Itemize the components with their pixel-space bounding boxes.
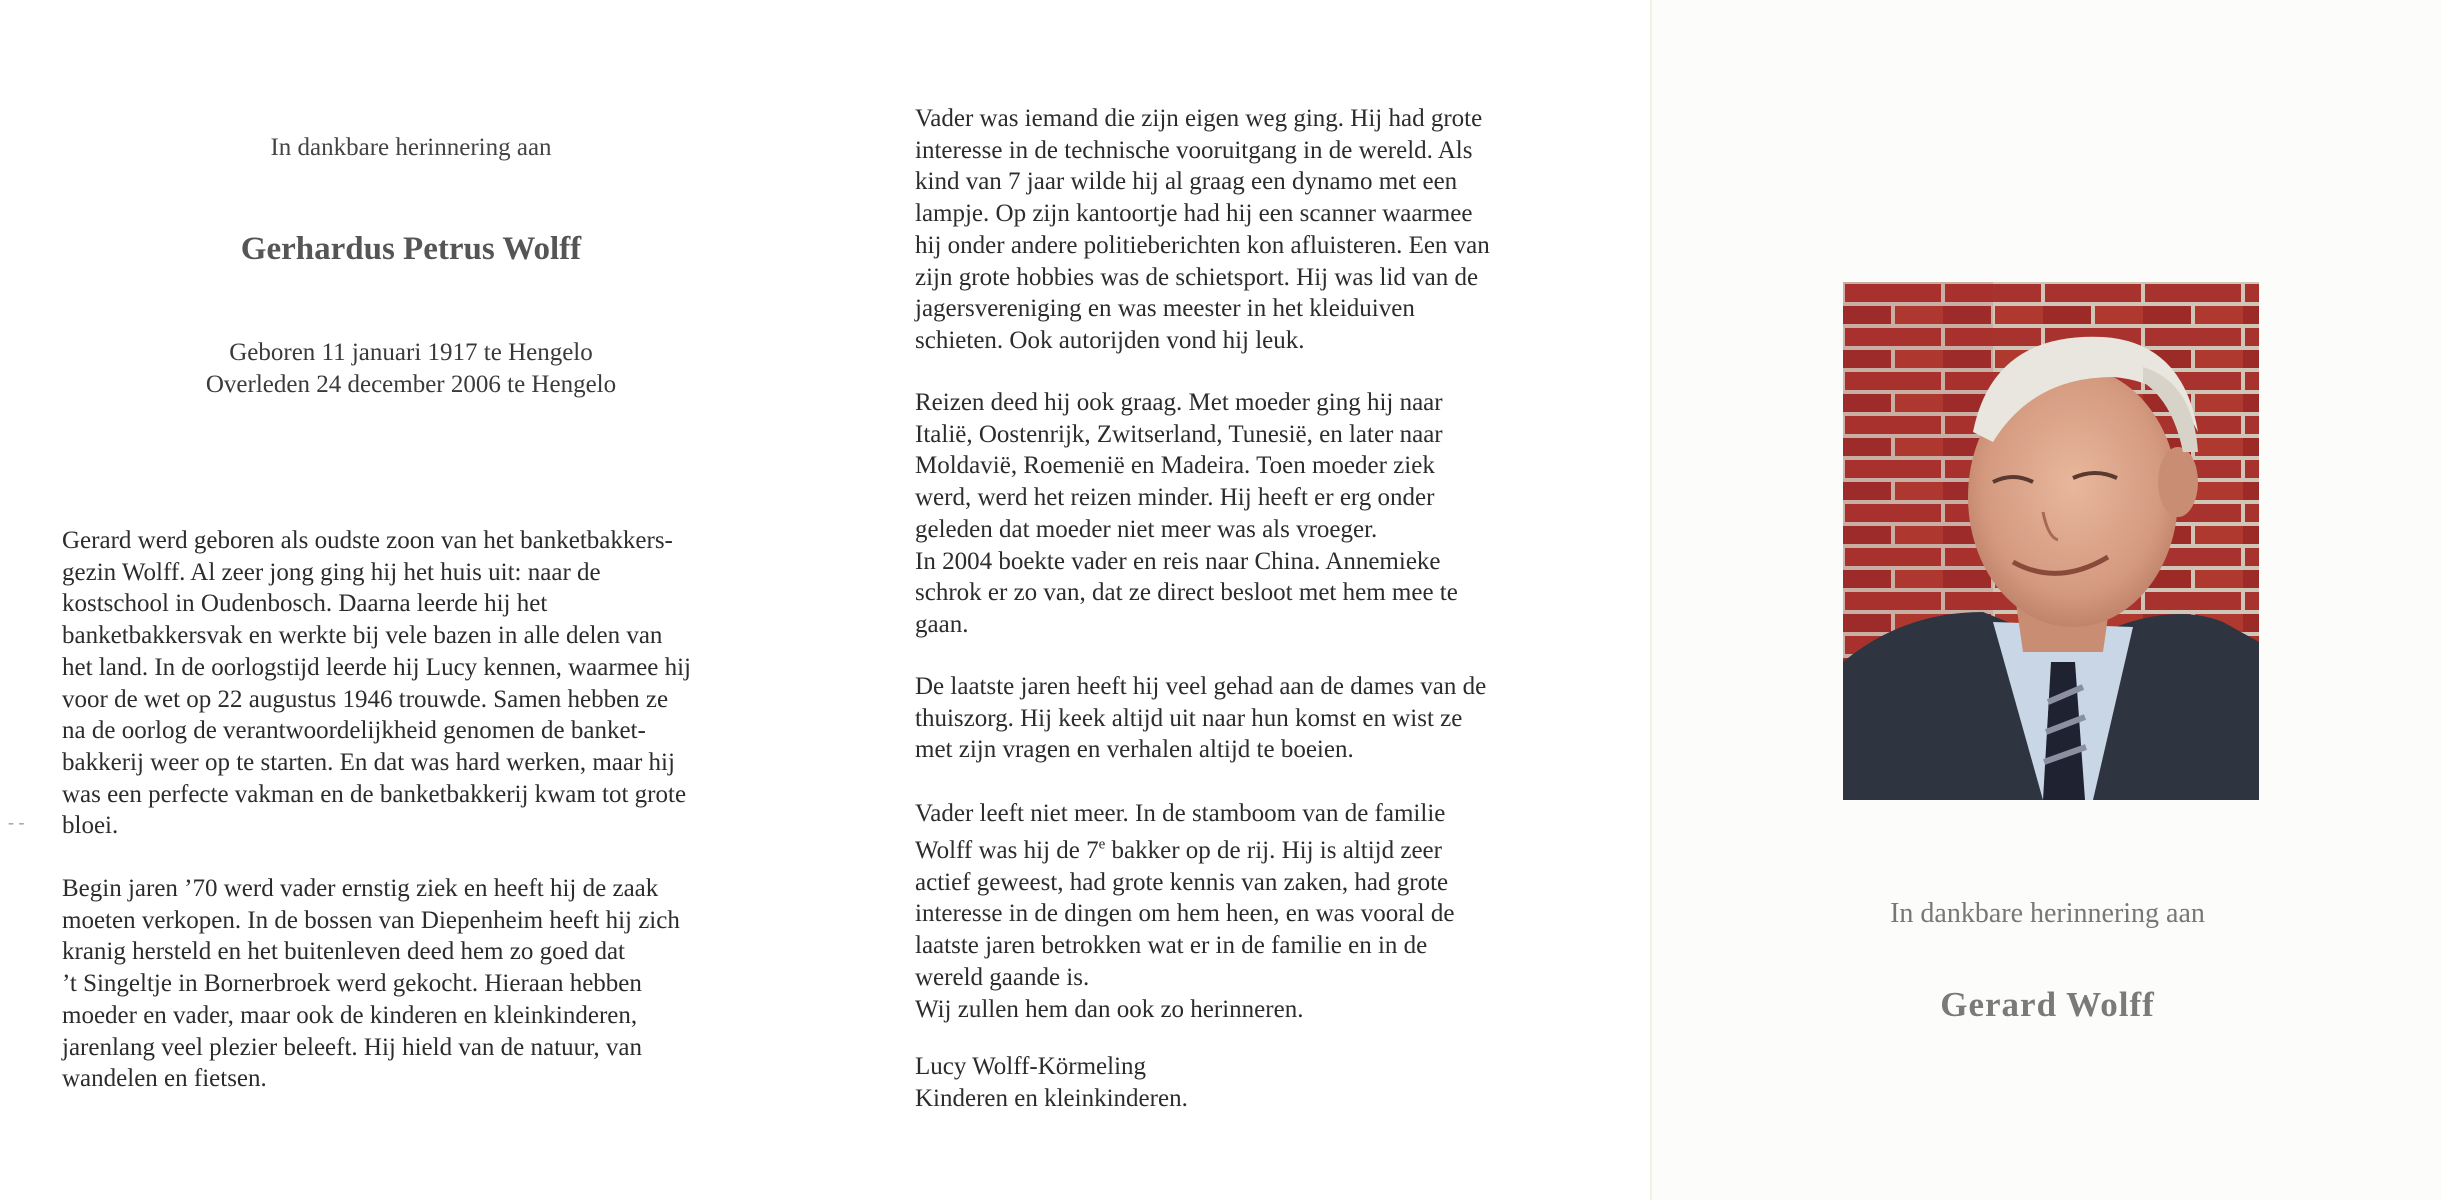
text-block bbox=[915, 387, 1635, 641]
biography-paragraph bbox=[915, 671, 1635, 766]
biography-paragraph bbox=[62, 525, 782, 842]
text-line: werd, werd het reizen minder. Hij heeft er erg onder bbox=[915, 484, 1435, 512]
text-line: zijn grote hobbies was de schietsport. Hij was lid van de bbox=[915, 263, 1479, 291]
text-line: Moldavië, Roemenië en Madeira. Toen moeder ziek bbox=[915, 452, 1435, 480]
text-line: lampje. Op zijn kantoortje had hij een scanner waarmee bbox=[915, 200, 1473, 228]
text-line: geleden dat moeder niet meer was als vroeger. bbox=[915, 515, 1378, 543]
text-block bbox=[62, 873, 782, 1095]
text-block bbox=[915, 798, 1635, 1025]
text-line: Vader was iemand die zijn eigen weg ging. Hij had grote bbox=[915, 105, 1483, 132]
scan-mark: ‐ ‐ bbox=[8, 812, 25, 832]
text-line: Wij zullen hem dan ook zo herinneren. bbox=[915, 995, 1304, 1023]
text-block bbox=[915, 103, 1635, 357]
text-line: hij onder andere politieberichten kon afluisteren. Een van bbox=[915, 231, 1490, 259]
text-line: wereld gaande is. bbox=[915, 963, 1090, 991]
text-line: banketbakkersvak en werkte bij vele bazen in alle delen van bbox=[62, 622, 663, 650]
text-line: ’t Singeltje in Bornerbroek werd gekocht. Hieraan hebben bbox=[62, 970, 642, 998]
biography-paragraph bbox=[915, 103, 1635, 357]
text-line bbox=[915, 837, 1442, 864]
portrait-photo bbox=[1843, 282, 2259, 800]
deceased-full-name: Gerhardus Petrus Wolff bbox=[240, 231, 582, 267]
text-line: Begin jaren ’70 werd vader ernstig ziek en heeft hij de zaak bbox=[62, 875, 659, 902]
text-line: gaan. bbox=[915, 610, 969, 638]
text-line: kind van 7 jaar wilde hij al graag een dynamo met een bbox=[915, 168, 1458, 196]
text-line: actief geweest, had grote kennis van zaken, had grote bbox=[915, 868, 1449, 896]
text-line: na de oorlog de verantwoordelijkheid genomen de banket- bbox=[62, 717, 646, 745]
text-line: kranig hersteld en het buitenleven deed hem zo goed dat bbox=[62, 938, 625, 966]
text-line: bloei. bbox=[62, 812, 119, 840]
text-line: schieten. Ook autorijden vond hij leuk. bbox=[915, 326, 1305, 354]
text-line: interesse in de dingen om hem heen, en was vooral de bbox=[915, 900, 1455, 928]
text-line: bakkerij weer op te starten. En dat was hard werken, maar hij bbox=[62, 748, 675, 776]
text-line: wandelen en fietsen. bbox=[62, 1065, 267, 1093]
biography-paragraph bbox=[915, 387, 1635, 641]
superscript: e bbox=[1098, 836, 1106, 853]
text-line: jagersvereniging en was meester in het kleiduiven bbox=[915, 295, 1415, 323]
portrait-illustration bbox=[1843, 282, 2259, 800]
text-line: Reizen deed hij ook graag. Met moeder ging hij naar bbox=[915, 389, 1443, 416]
signature-block bbox=[915, 1051, 1635, 1114]
text-line: het land. In de oorlogstijd leerde hij Lucy kennen, waarmee hij bbox=[62, 653, 691, 681]
text-block bbox=[62, 525, 782, 842]
text-line: moeder en vader, maar ook de kinderen en kleinkinderen, bbox=[62, 1001, 638, 1029]
middle-panel bbox=[850, 0, 1650, 1200]
text-line: De laatste jaren heeft hij veel gehad aan de dames van de bbox=[915, 673, 1487, 700]
text-line: thuiszorg. Hij keek altijd uit naar hun komst en wist ze bbox=[915, 704, 1463, 732]
biography-paragraph bbox=[915, 798, 1635, 1025]
text-block bbox=[915, 1051, 1635, 1114]
text-line: Italië, Oostenrijk, Zwitserland, Tunesië, en later naar bbox=[915, 420, 1443, 448]
signature-line: Lucy Wolff-Körmeling bbox=[915, 1053, 1147, 1080]
death-date: Overleden 24 december 2006 te Hengelo bbox=[205, 371, 617, 398]
remembrance-heading: In dankbare herinnering aan bbox=[270, 134, 552, 161]
text-line: interesse in de technische vooruitgang in de wereld. Als bbox=[915, 136, 1473, 164]
life-dates bbox=[0, 337, 822, 401]
text-line: met zijn vragen en verhalen altijd te boeien. bbox=[915, 736, 1354, 764]
signature-line: Kinderen en kleinkinderen. bbox=[915, 1084, 1188, 1112]
text-line: kostschool in Oudenbosch. Daarna leerde hij het bbox=[62, 590, 548, 618]
text-line: Gerard werd geboren als oudste zoon van het banketbakkers- bbox=[62, 527, 673, 554]
text-line: Vader leeft niet meer. In de stamboom van de familie bbox=[915, 800, 1446, 827]
remembrance-caption: In dankbare herinnering aan bbox=[1890, 898, 2205, 929]
text-line: moeten verkopen. In de bossen van Diepenheim heeft hij zich bbox=[62, 906, 680, 934]
text-fragment: Wolff was hij de 7 bbox=[915, 837, 1099, 865]
deceased-short-name: Gerard Wolff bbox=[1940, 985, 2155, 1024]
text-line: schrok er zo van, dat ze direct besloot met hem mee te bbox=[915, 579, 1458, 607]
right-panel bbox=[1650, 0, 2441, 1200]
text-line: laatste jaren betrokken wat er in de familie en in de bbox=[915, 932, 1428, 960]
text-line: In 2004 boekte vader en reis naar China. Annemieke bbox=[915, 547, 1441, 575]
left-panel bbox=[0, 0, 850, 1200]
text-line: jarenlang veel plezier beleeft. Hij hield van de natuur, van bbox=[62, 1033, 642, 1061]
text-fragment: bakker op de rij. Hij is altijd zeer bbox=[1105, 837, 1442, 865]
text-block bbox=[915, 671, 1635, 766]
biography-paragraph bbox=[62, 873, 782, 1095]
text-line: gezin Wolff. Al zeer jong ging hij het huis uit: naar de bbox=[62, 558, 601, 586]
birth-date: Geboren 11 januari 1917 te Hengelo bbox=[229, 339, 593, 366]
text-line: voor de wet op 22 augustus 1946 trouwde. Samen hebben ze bbox=[62, 685, 669, 713]
text-line: was een perfecte vakman en de banketbakkerij kwam tot grote bbox=[62, 780, 687, 808]
